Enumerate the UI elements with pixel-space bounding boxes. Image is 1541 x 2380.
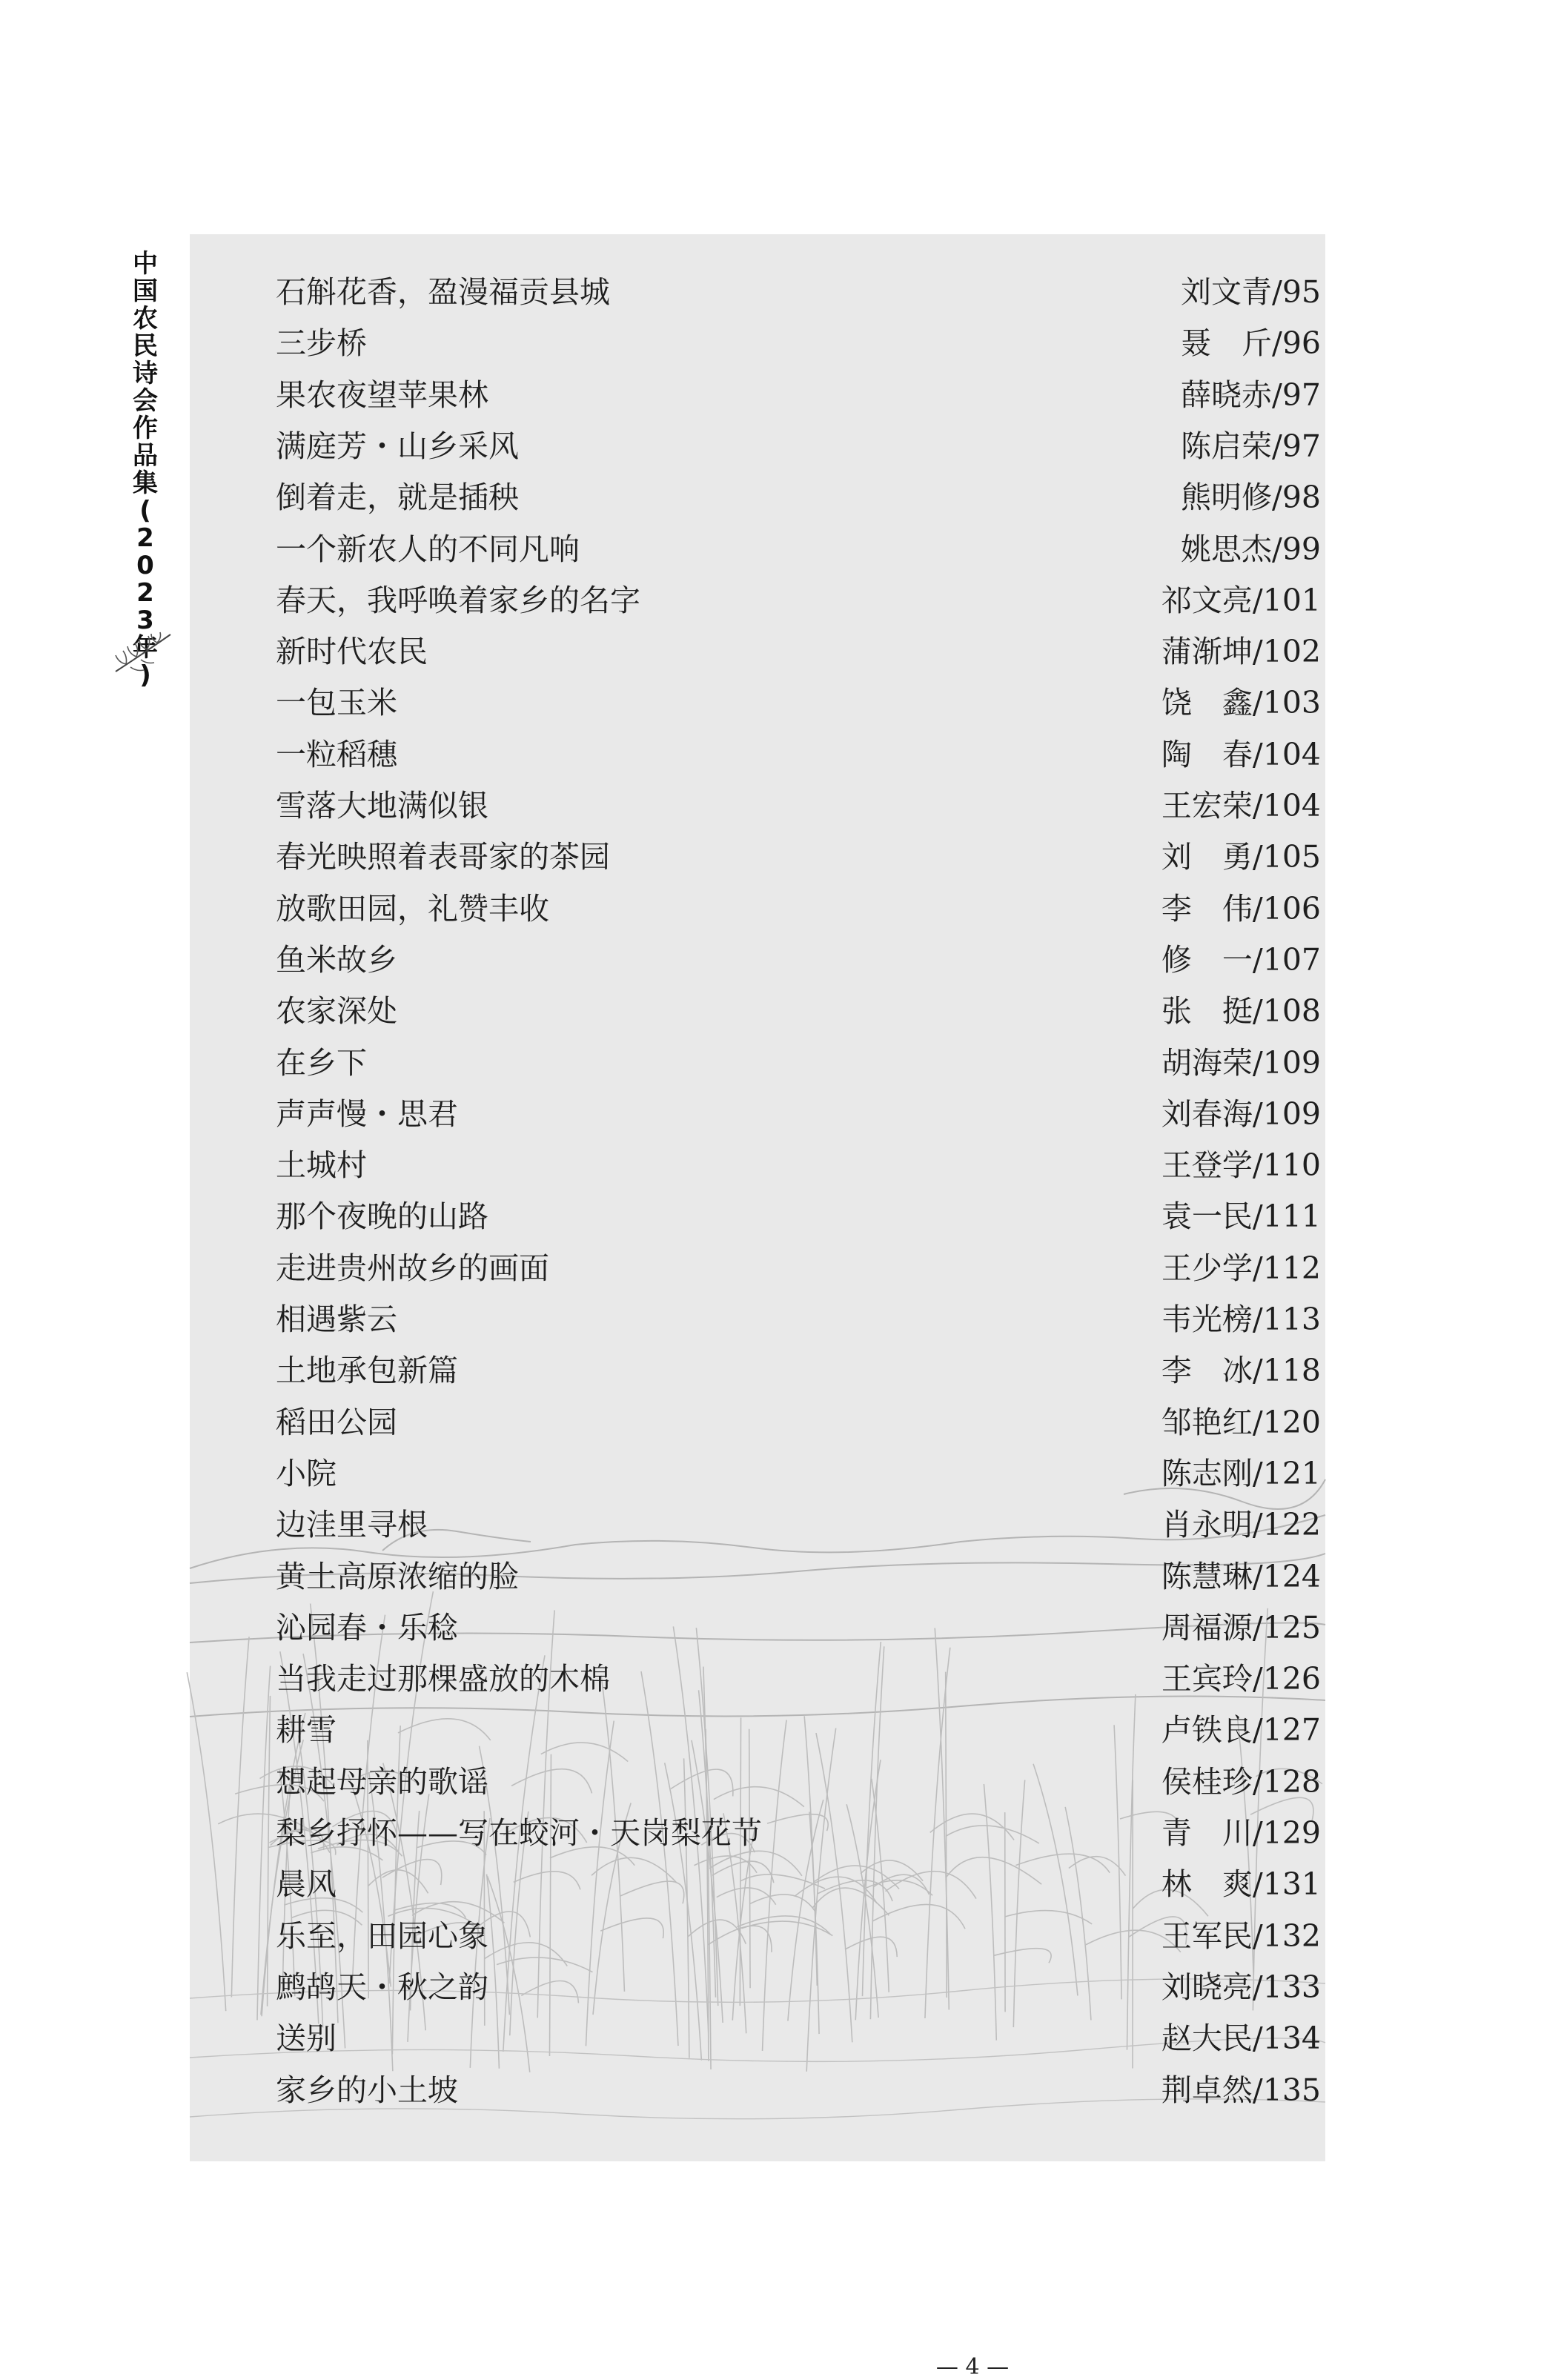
- toc-entry-title: 当我走过那棵盛放的木棉: [276, 1661, 610, 1697]
- toc-entry[interactable]: [276, 886, 1321, 932]
- toc-entry[interactable]: [276, 1913, 1321, 1959]
- running-book-title: [125, 251, 166, 689]
- toc-entry-title: 倒着走，就是插秧: [276, 480, 519, 516]
- page-number: — 4 —: [935, 2354, 1010, 2380]
- toc-entry-title: 雪落大地满似银: [276, 788, 488, 823]
- toc-entry-title: 一粒稻穗: [276, 736, 397, 772]
- wheat-sprig-icon: [111, 629, 173, 676]
- toc-entry-author-page: 邹艳红/120: [1161, 1404, 1321, 1440]
- toc-entry-title: 农家深处: [276, 993, 397, 1030]
- toc-entry-author-page: 袁一民/111: [1161, 1199, 1321, 1235]
- toc-entry-author-page: 林 爽/131: [1161, 1866, 1321, 1903]
- toc-entry-author-page: 侯桂珍/128: [1161, 1763, 1321, 1800]
- toc-entry-title: 乐至，田园心象: [276, 1917, 488, 1954]
- toc-entry[interactable]: [276, 474, 1321, 520]
- toc-entry-title: 一个新农人的不同凡响: [276, 531, 580, 567]
- toc-entry[interactable]: [276, 423, 1321, 469]
- toc-entry[interactable]: [276, 783, 1321, 829]
- toc-entry-author-page: 卢铁良/127: [1161, 1712, 1321, 1748]
- toc-entry[interactable]: [276, 834, 1321, 880]
- toc-entry-author-page: 王军民/132: [1161, 1917, 1321, 1954]
- toc-entry[interactable]: [276, 1502, 1321, 1548]
- toc-entry[interactable]: [276, 526, 1321, 572]
- toc-entry-author-page: 陈慧琳/124: [1161, 1558, 1321, 1594]
- toc-entry-author-page: 聂 斤/96: [1181, 325, 1321, 362]
- toc-entry[interactable]: [276, 1707, 1321, 1753]
- side-title-char: 品: [133, 441, 158, 471]
- side-title-char: 作: [133, 414, 158, 443]
- toc-entry[interactable]: [276, 1193, 1321, 1239]
- toc-entry[interactable]: [276, 2067, 1321, 2113]
- toc-entry[interactable]: [276, 1861, 1321, 1907]
- toc-entry-author-page: 荆卓然/135: [1161, 2072, 1321, 2108]
- toc-entry[interactable]: [276, 988, 1321, 1034]
- toc-entry-author-page: 刘文青/95: [1181, 274, 1321, 310]
- toc-entry[interactable]: [276, 1451, 1321, 1496]
- toc-entry[interactable]: [276, 937, 1321, 983]
- toc-entry[interactable]: [276, 1554, 1321, 1600]
- toc-entry-title: 晨风: [276, 1866, 337, 1903]
- side-title-char: 年: [133, 633, 158, 663]
- toc-entry-title: 在乡下: [276, 1044, 367, 1081]
- toc-entry-author-page: 陶 春/104: [1161, 736, 1321, 772]
- toc-entry-title: 三步桥: [276, 325, 367, 362]
- toc-entry[interactable]: [276, 320, 1321, 366]
- toc-entry-title: 放歌田园，礼赞丰收: [276, 890, 549, 927]
- side-title-char: 中: [133, 249, 158, 279]
- toc-entry-author-page: 陈启荣/97: [1181, 428, 1321, 464]
- toc-entry[interactable]: [276, 1964, 1321, 2010]
- toc-entry[interactable]: [276, 1091, 1321, 1137]
- toc-entry[interactable]: [276, 1296, 1321, 1342]
- side-title-char: 2: [136, 578, 154, 608]
- side-title-char: 3: [136, 606, 154, 635]
- toc-entry-author-page: 刘 勇/105: [1161, 839, 1321, 875]
- toc-entry[interactable]: [276, 577, 1321, 623]
- toc-entry-title: 边洼里寻根: [276, 1507, 428, 1543]
- toc-entry-author-page: 韦光榜/113: [1161, 1302, 1321, 1337]
- toc-entry-title: 走进贵州故乡的画面: [276, 1250, 549, 1286]
- toc-entry[interactable]: [276, 1759, 1321, 1805]
- toc-panel: [190, 234, 1325, 2380]
- toc-entry-author-page: 刘晓亮/133: [1161, 1969, 1321, 2005]
- toc-entry-author-page: 蒲渐坤/102: [1161, 634, 1321, 670]
- toc-entry-author-page: 胡海荣/109: [1161, 1044, 1321, 1081]
- toc-entry-author-page: 肖永明/122: [1161, 1507, 1321, 1543]
- toc-entry-author-page: 王宏荣/104: [1161, 788, 1321, 823]
- side-title-char: 民: [133, 331, 158, 361]
- toc-entry-author-page: 修 一/107: [1161, 941, 1321, 978]
- toc-entry[interactable]: [276, 1040, 1321, 1086]
- toc-entry-title: 那个夜晚的山路: [276, 1199, 488, 1235]
- toc-entry-author-page: 王少学/112: [1161, 1250, 1321, 1286]
- toc-entry-title: 一包玉米: [276, 685, 397, 721]
- toc-entry[interactable]: [276, 372, 1321, 418]
- toc-entry-author-page: 李 伟/106: [1161, 890, 1321, 927]
- toc-entry-title: 土地承包新篇: [276, 1353, 458, 1389]
- toc-entry[interactable]: [276, 1656, 1321, 1702]
- toc-entry-author-page: 青 川/129: [1161, 1815, 1321, 1851]
- toc-entry-author-page: 祁文亮/101: [1161, 582, 1321, 618]
- toc-entry-title: 相遇紫云: [276, 1302, 397, 1337]
- toc-entry-author-page: 饶 鑫/103: [1161, 685, 1321, 721]
- toc-entry-title: 土城村: [276, 1147, 367, 1184]
- toc-entry[interactable]: [276, 1142, 1321, 1188]
- toc-entry-author-page: 薛晓赤/97: [1181, 377, 1321, 413]
- toc-entry-title: 小院: [276, 1455, 337, 1491]
- toc-entry-title: 声声慢・思君: [276, 1095, 458, 1132]
- toc-entry-title: 新时代农民: [276, 634, 428, 670]
- toc-entry-title: 鹧鸪天・秋之韵: [276, 1969, 488, 2005]
- toc-entry-title: 梨乡抒怀——写在蛟河・天岗梨花节: [276, 1815, 762, 1851]
- side-title-char: 0: [136, 551, 154, 580]
- toc-entry-author-page: 陈志刚/121: [1161, 1455, 1321, 1491]
- toc-entry-title: 春天，我呼唤着家乡的名字: [276, 582, 640, 618]
- toc-entry-title: 耕雪: [276, 1712, 337, 1748]
- side-title-char: 2: [136, 523, 154, 553]
- toc-entry-title: 满庭芳・山乡采风: [276, 428, 519, 464]
- toc-entry[interactable]: [276, 732, 1321, 778]
- side-title-char: 农: [133, 304, 158, 334]
- toc-entry[interactable]: [276, 1810, 1321, 1856]
- toc-entry[interactable]: [276, 1399, 1321, 1445]
- toc-entry[interactable]: [276, 2015, 1321, 2061]
- toc-entry-author-page: 刘春海/109: [1161, 1095, 1321, 1132]
- toc-entry-title: 家乡的小土坡: [276, 2072, 458, 2108]
- toc-entry-title: 黄土高原浓缩的脸: [276, 1558, 519, 1594]
- side-title-char: 诗: [133, 359, 158, 388]
- toc-entry[interactable]: [276, 1605, 1321, 1651]
- side-title-char: 集: [133, 468, 158, 498]
- toc-entry-title: 石斛花香，盈漫福贡县城: [276, 274, 610, 310]
- side-title-char: (: [139, 496, 151, 526]
- toc-entry[interactable]: [276, 1348, 1321, 1393]
- toc-entry-title: 沁园春・乐稔: [276, 1609, 458, 1645]
- toc-entry-author-page: 熊明修/98: [1181, 480, 1321, 516]
- toc-entry-title: 送别: [276, 2021, 337, 2057]
- toc-entry-title: 鱼米故乡: [276, 941, 397, 978]
- toc-entry-author-page: 周福源/125: [1161, 1609, 1321, 1645]
- toc-entry-author-page: 张 挺/108: [1161, 993, 1321, 1030]
- toc-entry[interactable]: [276, 1245, 1321, 1291]
- toc-entry-author-page: 李 冰/118: [1161, 1353, 1321, 1389]
- toc-entry-title: 想起母亲的歌谣: [276, 1763, 488, 1800]
- side-title-char: 国: [133, 276, 158, 306]
- toc-entry-author-page: 王宾玲/126: [1161, 1661, 1321, 1697]
- toc-entry-author-page: 姚思杰/99: [1181, 531, 1321, 567]
- toc-entry[interactable]: [276, 269, 1321, 315]
- toc-entry-title: 稻田公园: [276, 1404, 397, 1440]
- toc-entry[interactable]: [276, 680, 1321, 726]
- toc-entry-title: 春光映照着表哥家的茶园: [276, 839, 610, 875]
- side-title-char: 会: [133, 386, 158, 416]
- side-title-char: ): [139, 660, 151, 690]
- toc-entry[interactable]: [276, 629, 1321, 674]
- toc-entry-author-page: 赵大民/134: [1161, 2021, 1321, 2057]
- toc-entry-author-page: 王登学/110: [1161, 1147, 1321, 1184]
- toc-entry-title: 果农夜望苹果林: [276, 377, 488, 413]
